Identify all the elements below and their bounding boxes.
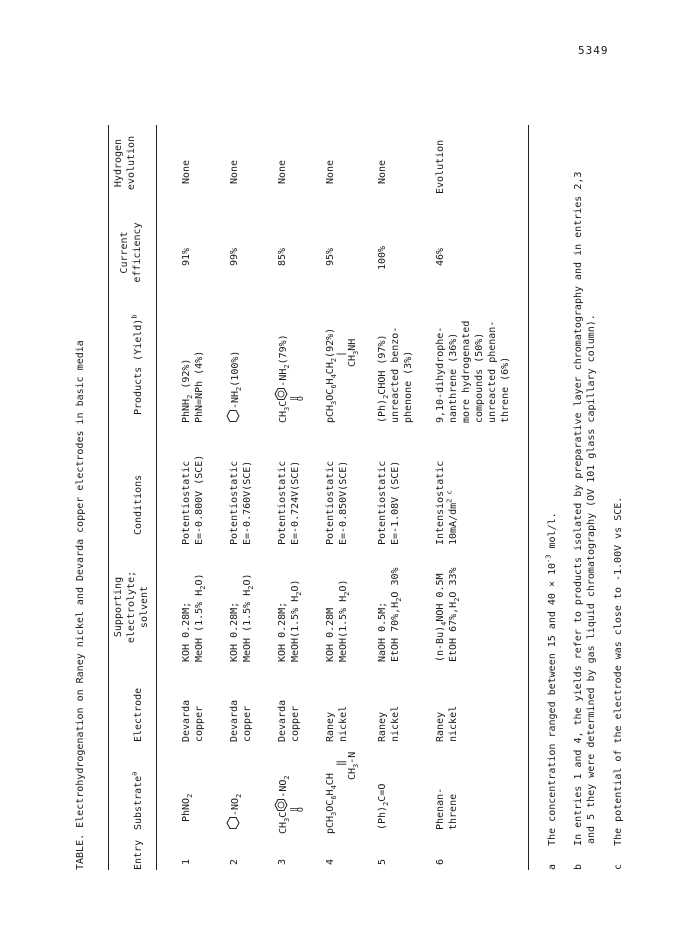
header-current-efficiency: Current efficiency (119, 222, 143, 283)
substrate-cell: $(Ph)_2C=O$ (377, 783, 390, 830)
substrate-cell: $-NO_2$ (226, 794, 242, 830)
top-rule (108, 125, 109, 870)
products-cell: 9,10-dihydrophe- nanthrene (36%) more hydrogenated compounds (50%) unreacted phenan- threne (6%) (435, 320, 511, 423)
electrode-cell: Devarda copper (277, 699, 301, 742)
entry-cell: 1 (181, 858, 192, 865)
entry-cell: 2 (229, 858, 240, 865)
substrate-cell: $CH_3C-NO_2$ ‖ O (274, 775, 290, 834)
efficiency-cell: 95% (325, 247, 336, 266)
cyclohexane-ring-icon (226, 816, 240, 830)
products-cell: $-NH_2(100\%)$ (226, 351, 242, 423)
hydrogen-cell: None (325, 159, 336, 184)
entry-cell: 6 (435, 858, 446, 865)
electrode-cell: Raney nickel (435, 705, 459, 742)
header-products: Products (Yield)$^b$ (130, 314, 144, 415)
header-substrate: Substrate$^a$ (130, 771, 144, 830)
entry-cell: 3 (277, 858, 288, 865)
electrolyte-cell: $(n-Bu)_4NOH$ 0.5M EtOH $67\%,H_2O$ 33% (435, 567, 461, 662)
bottom-rule (528, 125, 529, 870)
substrate-cell: PhNO$_2$ (181, 793, 194, 822)
cyclohexane-ring-icon (226, 409, 240, 423)
substrate-cell: $pCH_3OC_6H_4CH$ ‖ $CH_3-N$ (325, 751, 360, 834)
conditions-cell: Potentiostatic E=-1.08V (SCE) (377, 460, 401, 545)
conditions-cell: Potentiostatic E=-0.800V (SCE) (181, 454, 205, 545)
products-cell: $pCH_3OC_6H_4CH_2(92\%)$ | $CH_3NH$ (325, 327, 360, 423)
electrolyte-cell: KOH 0.28M; MeOH(1.5% $H_2O$) (277, 579, 303, 662)
conditions-cell: Potentiostatic E=-0.724V(SCE) (277, 460, 301, 545)
efficiency-cell: 91% (181, 247, 192, 266)
header-entry: Entry (133, 839, 144, 870)
efficiency-cell: 85% (277, 247, 288, 266)
electrolyte-cell: KOH 0.28M MeOH(1.5% $H_2O$) (325, 579, 351, 662)
footnote-c: c The potential of the electrode was close to -1.00V vs SCE. (613, 496, 624, 870)
footnote-a: a The concentration ranged between 15 and $40 \times 10^{-3}$ mol/l. (544, 512, 558, 870)
header-electrode: Electrode (133, 687, 144, 742)
benzene-ring-icon (274, 387, 288, 401)
conditions-cell: Potentiostatic E=-0.760V(SCE) (229, 460, 253, 545)
rotated-table-page (60, 50, 660, 870)
hydrogen-cell: None (377, 159, 388, 184)
page-number: 5349 (578, 44, 609, 57)
electrode-cell: Raney nickel (377, 705, 401, 742)
substrate-cell: Phenan- threne (435, 787, 459, 830)
conditions-cell: Intensiostatic $10mA/dm^{2 c}$ (435, 460, 459, 545)
hydrogen-cell: None (181, 159, 192, 184)
entry-cell: 4 (325, 858, 336, 865)
hydrogen-cell: Evolution (435, 139, 446, 194)
header-hydrogen-evolution: Hydrogen evolution (113, 135, 137, 191)
electrode-cell: Devarda copper (181, 699, 205, 742)
benzene-ring-icon (274, 798, 288, 812)
products-cell: $(Ph)_2CHOH$ (97%) unreacted benzo- phenone (3%) (377, 326, 414, 423)
entry-cell: 5 (377, 858, 388, 865)
products-cell: PhNH$_2$ (92%) PhN=NPh (4%) (181, 350, 205, 423)
products-cell: $CH_3C-NH_2(79\%)$ ‖ O (274, 334, 290, 423)
table-caption: TABLE. Electrohydrogenation on Raney nickel and Devarda copper electrodes in basic media (75, 340, 86, 870)
efficiency-cell: 99% (229, 247, 240, 266)
electrolyte-cell: KOH 0.28M; MeOH (1.5% $H_2O$) (181, 573, 207, 662)
header-conditions: Conditions (133, 474, 144, 535)
conditions-cell: Potentiostatic E=-0.850V(SCE) (325, 460, 349, 545)
electrode-cell: Devarda copper (229, 699, 253, 742)
header-electrolyte: Supporting electrolyte; solvent (113, 570, 150, 644)
efficiency-cell: 100% (377, 245, 388, 270)
hydrogen-cell: None (277, 159, 288, 184)
header-rule (156, 125, 157, 870)
electrolyte-cell: NaOH 0.5M; EtOH $70\%,H_2O$ 30% (377, 567, 403, 662)
electrode-cell: Raney nickel (325, 705, 349, 742)
footnote-b: b In entries 1 and 4, the yields refer to products isolated by preparative layer chromatography and in entries 2,3 and 5 they were determined by gas liquid chromatography (OV 101 glass capillary column). (573, 171, 597, 870)
hydrogen-cell: None (229, 159, 240, 184)
electrolyte-cell: KOH 0.28M; MeOH (1.5% $H_2O$) (229, 573, 255, 662)
efficiency-cell: 46% (435, 247, 446, 266)
